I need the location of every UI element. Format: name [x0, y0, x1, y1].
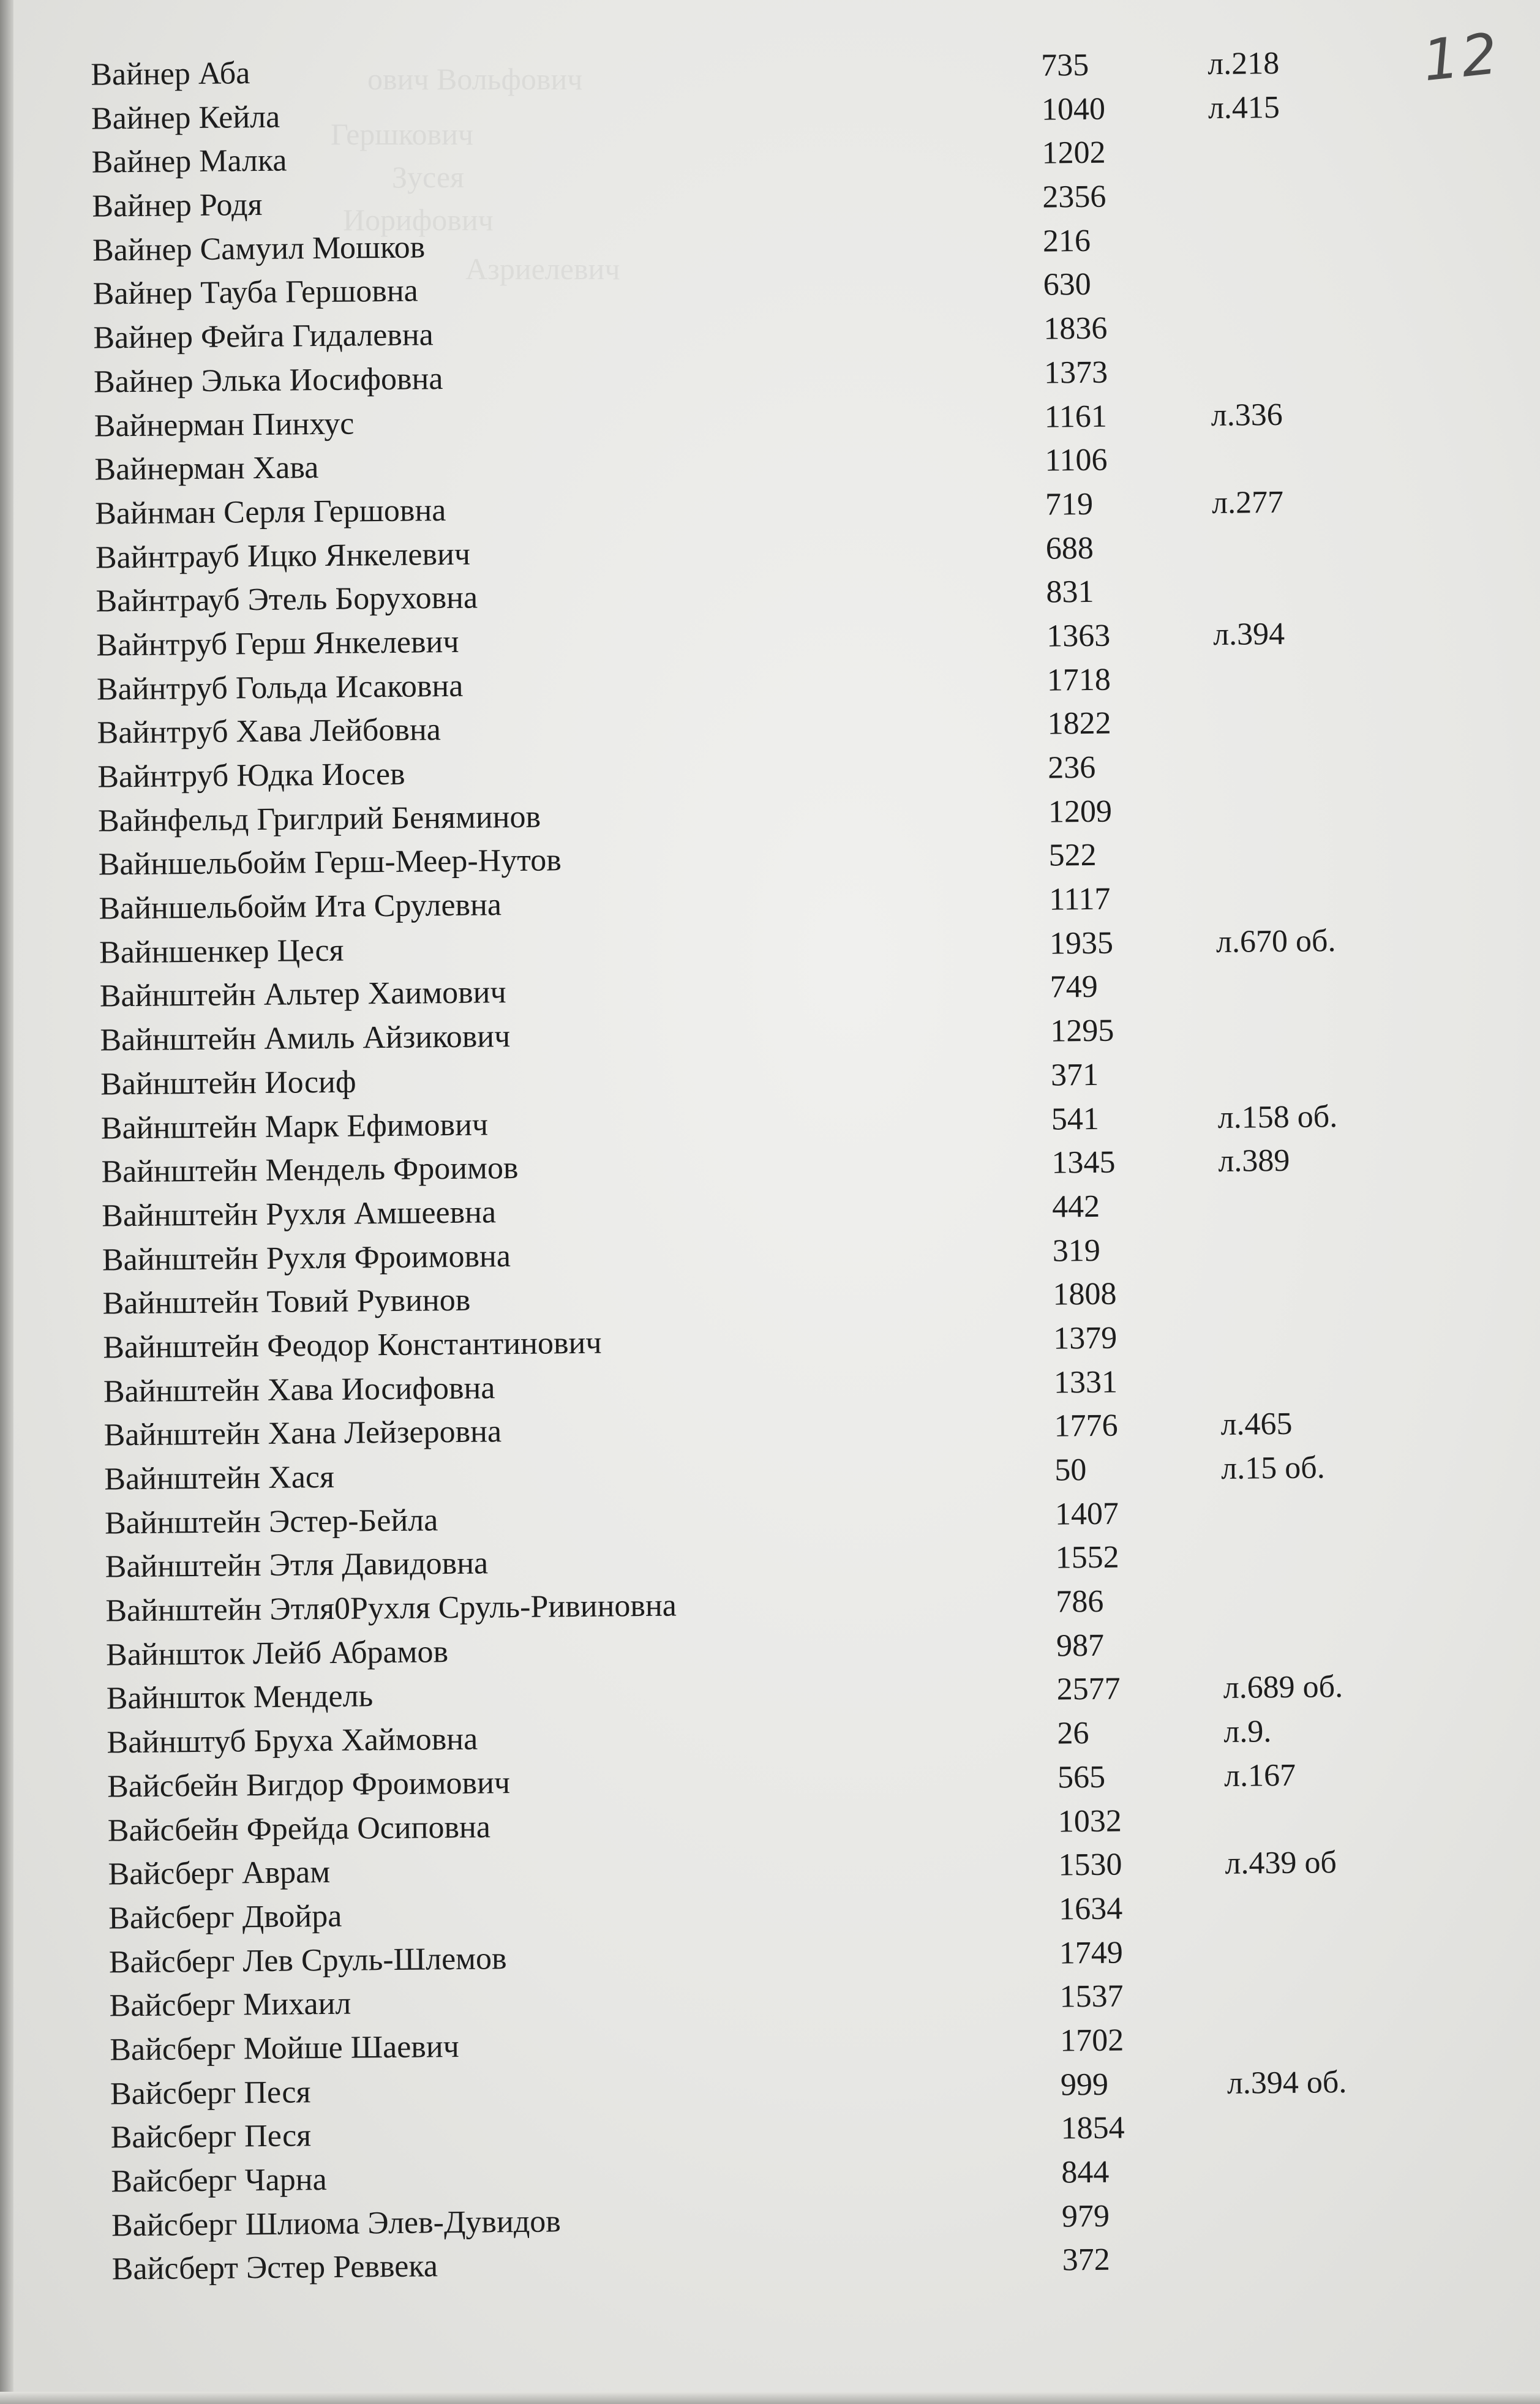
entry-name: Вайсберг Песя	[110, 2118, 312, 2155]
entry-number: 541	[1051, 1101, 1100, 1137]
entry-number: 1537	[1059, 1978, 1124, 2015]
entry-number: 1363	[1046, 618, 1111, 654]
entry-ref: л.218	[1207, 45, 1280, 82]
entry-name: Вайнштейн Хася	[104, 1459, 335, 1497]
bleed-through: ович Вольфович	[367, 62, 583, 96]
entry-number: 1209	[1048, 794, 1113, 830]
entry-number: 1295	[1050, 1013, 1114, 1049]
entry-ref: л.389	[1218, 1143, 1290, 1179]
entry-ref: л.167	[1223, 1757, 1296, 1794]
entry-number: 2577	[1056, 1671, 1121, 1707]
entry-ref: л.9.	[1223, 1714, 1272, 1750]
entry-name: Вайнштейн Иосиф	[100, 1064, 356, 1102]
entry-ref: л.689 об.	[1223, 1669, 1343, 1706]
entry-number: 1373	[1043, 355, 1108, 391]
entry-name: Вайнер Самуил Мошков	[92, 230, 426, 268]
entry-name: Вайнштейн Марк Ефимович	[100, 1106, 489, 1146]
entry-number: 786	[1056, 1583, 1104, 1620]
entry-number: 1854	[1061, 2110, 1125, 2146]
entry-number: 1836	[1043, 310, 1108, 347]
entry-name: Вайсбейн Фрейда Осиповна	[107, 1809, 491, 1848]
entry-number: 2356	[1042, 179, 1106, 215]
entry-number: 749	[1050, 969, 1098, 1005]
entry-number: 1552	[1055, 1539, 1119, 1576]
entry-name: Вайнштейн Рухля Фроимовна	[102, 1238, 511, 1278]
entry-name: Вайнерман Хава	[94, 450, 319, 487]
entry-ref: л.394 об.	[1226, 2064, 1347, 2101]
page-number: 12	[1419, 20, 1503, 94]
entry-number: 1032	[1057, 1803, 1122, 1839]
entry-name: Вайнштейн Хава Иосифовна	[103, 1370, 495, 1410]
entry-ref: л.15 об.	[1220, 1450, 1325, 1486]
entry-number: 565	[1057, 1759, 1106, 1795]
entry-name: Вайншельбойм Герш-Меер-Нутов	[98, 843, 562, 882]
entry-name: Вайнтрауб Этель Боруховна	[96, 580, 478, 619]
entry-number: 1202	[1042, 135, 1106, 171]
entry-name: Вайнер Малка	[91, 143, 287, 180]
entry-name: Вайнштейн Альтер Хаимович	[99, 975, 506, 1014]
entry-name: Вайншток Лейб Абрамов	[105, 1634, 449, 1673]
entry-number: 844	[1061, 2154, 1110, 2190]
entry-name: Вайсбейн Вигдор Фроимович	[107, 1765, 511, 1805]
entry-ref: л.277	[1211, 484, 1284, 520]
entry-name: Вайнер Аба	[91, 56, 250, 92]
entry-number: 979	[1061, 2198, 1110, 2234]
entry-number: 372	[1062, 2242, 1110, 2278]
entry-number: 735	[1040, 47, 1089, 83]
entry-ref: л.415	[1208, 89, 1280, 126]
entry-name: Вайсберг Лев Сруль-Шлемов	[108, 1940, 507, 1980]
entry-name: Вайншельбойм Ита Срулевна	[99, 887, 502, 926]
entry-name: Вайнман Серля Гершовна	[94, 492, 446, 532]
entry-name: Вайнштейн Амиль Айзикович	[100, 1019, 511, 1058]
entry-name: Вайнштуб Бруха Хаймовна	[107, 1721, 478, 1760]
entry-number: 1106	[1045, 442, 1108, 478]
entry-number: 1345	[1051, 1144, 1116, 1181]
bleed-through: Иорифович	[343, 203, 494, 237]
entry-name: Вайнштейн Эстер-Бейла	[104, 1502, 438, 1541]
entry-number: 236	[1047, 749, 1096, 786]
entry-name: Вайнер Тауба Гершовна	[92, 273, 418, 312]
entry-name: Вайсберг Шлиома Элев-Дувидов	[111, 2204, 562, 2244]
entry-number: 371	[1050, 1057, 1099, 1093]
entry-name: Вайсберг Аврам	[108, 1855, 331, 1892]
entry-number: 1634	[1058, 1891, 1123, 1927]
entry-name: Вайншток Мендель	[106, 1678, 374, 1716]
entry-number: 999	[1060, 2067, 1109, 2103]
entry-number: 1749	[1059, 1935, 1124, 1971]
entry-number: 719	[1045, 486, 1094, 522]
entry-number: 987	[1056, 1628, 1105, 1664]
entry-number: 1161	[1044, 399, 1108, 435]
entry-ref: л.670 об.	[1215, 923, 1336, 960]
bleed-through: Азриелевич	[465, 252, 620, 286]
entry-number: 1117	[1049, 881, 1111, 917]
entry-number: 319	[1052, 1233, 1101, 1269]
entry-name: Вайнштейн Товий Рувинов	[102, 1282, 471, 1321]
entry-name: Вайнер Кейла	[91, 99, 280, 137]
entry-number: 50	[1054, 1452, 1087, 1488]
entry-number: 442	[1051, 1189, 1100, 1225]
entry-name: Вайнтруб Герш Янкелевич	[96, 624, 459, 663]
entry-number: 1718	[1046, 662, 1111, 698]
entry-name: Вайнтрауб Ицко Янкелевич	[95, 536, 471, 576]
entry-name: Вайнер Фейга Гидалевна	[93, 317, 434, 356]
entry-name: Вайсберг Мойше Шаевич	[110, 2029, 460, 2068]
entry-number: 1808	[1053, 1276, 1117, 1312]
entry-number: 831	[1046, 574, 1094, 610]
entry-ref: л.158 об.	[1217, 1099, 1338, 1135]
entry-number: 630	[1043, 267, 1091, 303]
entry-name: Вайнштейн Этля0Рухля Сруль-Ривиновна	[105, 1588, 677, 1629]
index-list	[0, 39, 1540, 2293]
entry-name: Вайсберг Песя	[110, 2074, 311, 2112]
entry-number: 1331	[1053, 1364, 1118, 1400]
bleed-through: Зусея	[392, 160, 465, 194]
entry-name: Вайнштейн Этля Давидовна	[105, 1546, 489, 1585]
entry-name: Вайсберт Эстер Реввека	[111, 2248, 438, 2287]
entry-name: Вайнтруб Юдка Иосев	[97, 756, 405, 795]
entry-ref: л.439 об	[1225, 1845, 1337, 1882]
entry-number: 26	[1057, 1716, 1089, 1751]
entry-name: Вайнер Элька Иосифовна	[93, 361, 443, 400]
entry-name: Вайсберг Двойра	[108, 1898, 342, 1936]
entry-ref: л.336	[1211, 397, 1283, 433]
page-bottom-edge	[0, 2392, 1540, 2404]
entry-number: 1776	[1054, 1408, 1118, 1444]
entry-number: 216	[1042, 223, 1091, 259]
entry-name: Вайнтруб Гольда Исаковна	[96, 668, 464, 707]
entry-name: Вайсберг Михаил	[109, 1986, 351, 2024]
entry-name: Вайнштейн Рухля Амшеевна	[101, 1195, 497, 1234]
entry-ref: л.394	[1212, 616, 1285, 652]
entry-name: Вайнерман Пинхус	[94, 405, 355, 444]
entry-name: Вайнштейн Хана Лейзеровна	[103, 1414, 502, 1453]
bleed-through: Гершкович	[331, 117, 474, 151]
entry-name: Вайсберг Чарна	[111, 2162, 327, 2199]
entry-name: Вайнфельд Григлрий Беняминов	[97, 799, 541, 839]
entry-number: 1040	[1041, 91, 1106, 127]
entry-number: 1379	[1053, 1320, 1117, 1356]
entry-name: Вайнштейн Мендель Фроимов	[101, 1151, 519, 1190]
entry-number: 1702	[1059, 2023, 1124, 2059]
entry-name: Вайнер Родя	[92, 187, 263, 224]
entry-number: 1530	[1058, 1847, 1122, 1883]
entry-name: Вайншенкер Цеся	[99, 933, 344, 971]
entry-number: 522	[1048, 838, 1097, 873]
entry-number: 1935	[1049, 925, 1114, 961]
entry-name: Вайнтруб Хава Лейбовна	[97, 712, 441, 751]
entry-number: 688	[1045, 530, 1094, 566]
entry-number: 1407	[1054, 1496, 1119, 1532]
entry-ref: л.465	[1220, 1407, 1293, 1443]
entry-name: Вайнштейн Феодор Константинович	[103, 1325, 602, 1365]
entry-number: 1822	[1047, 705, 1111, 742]
